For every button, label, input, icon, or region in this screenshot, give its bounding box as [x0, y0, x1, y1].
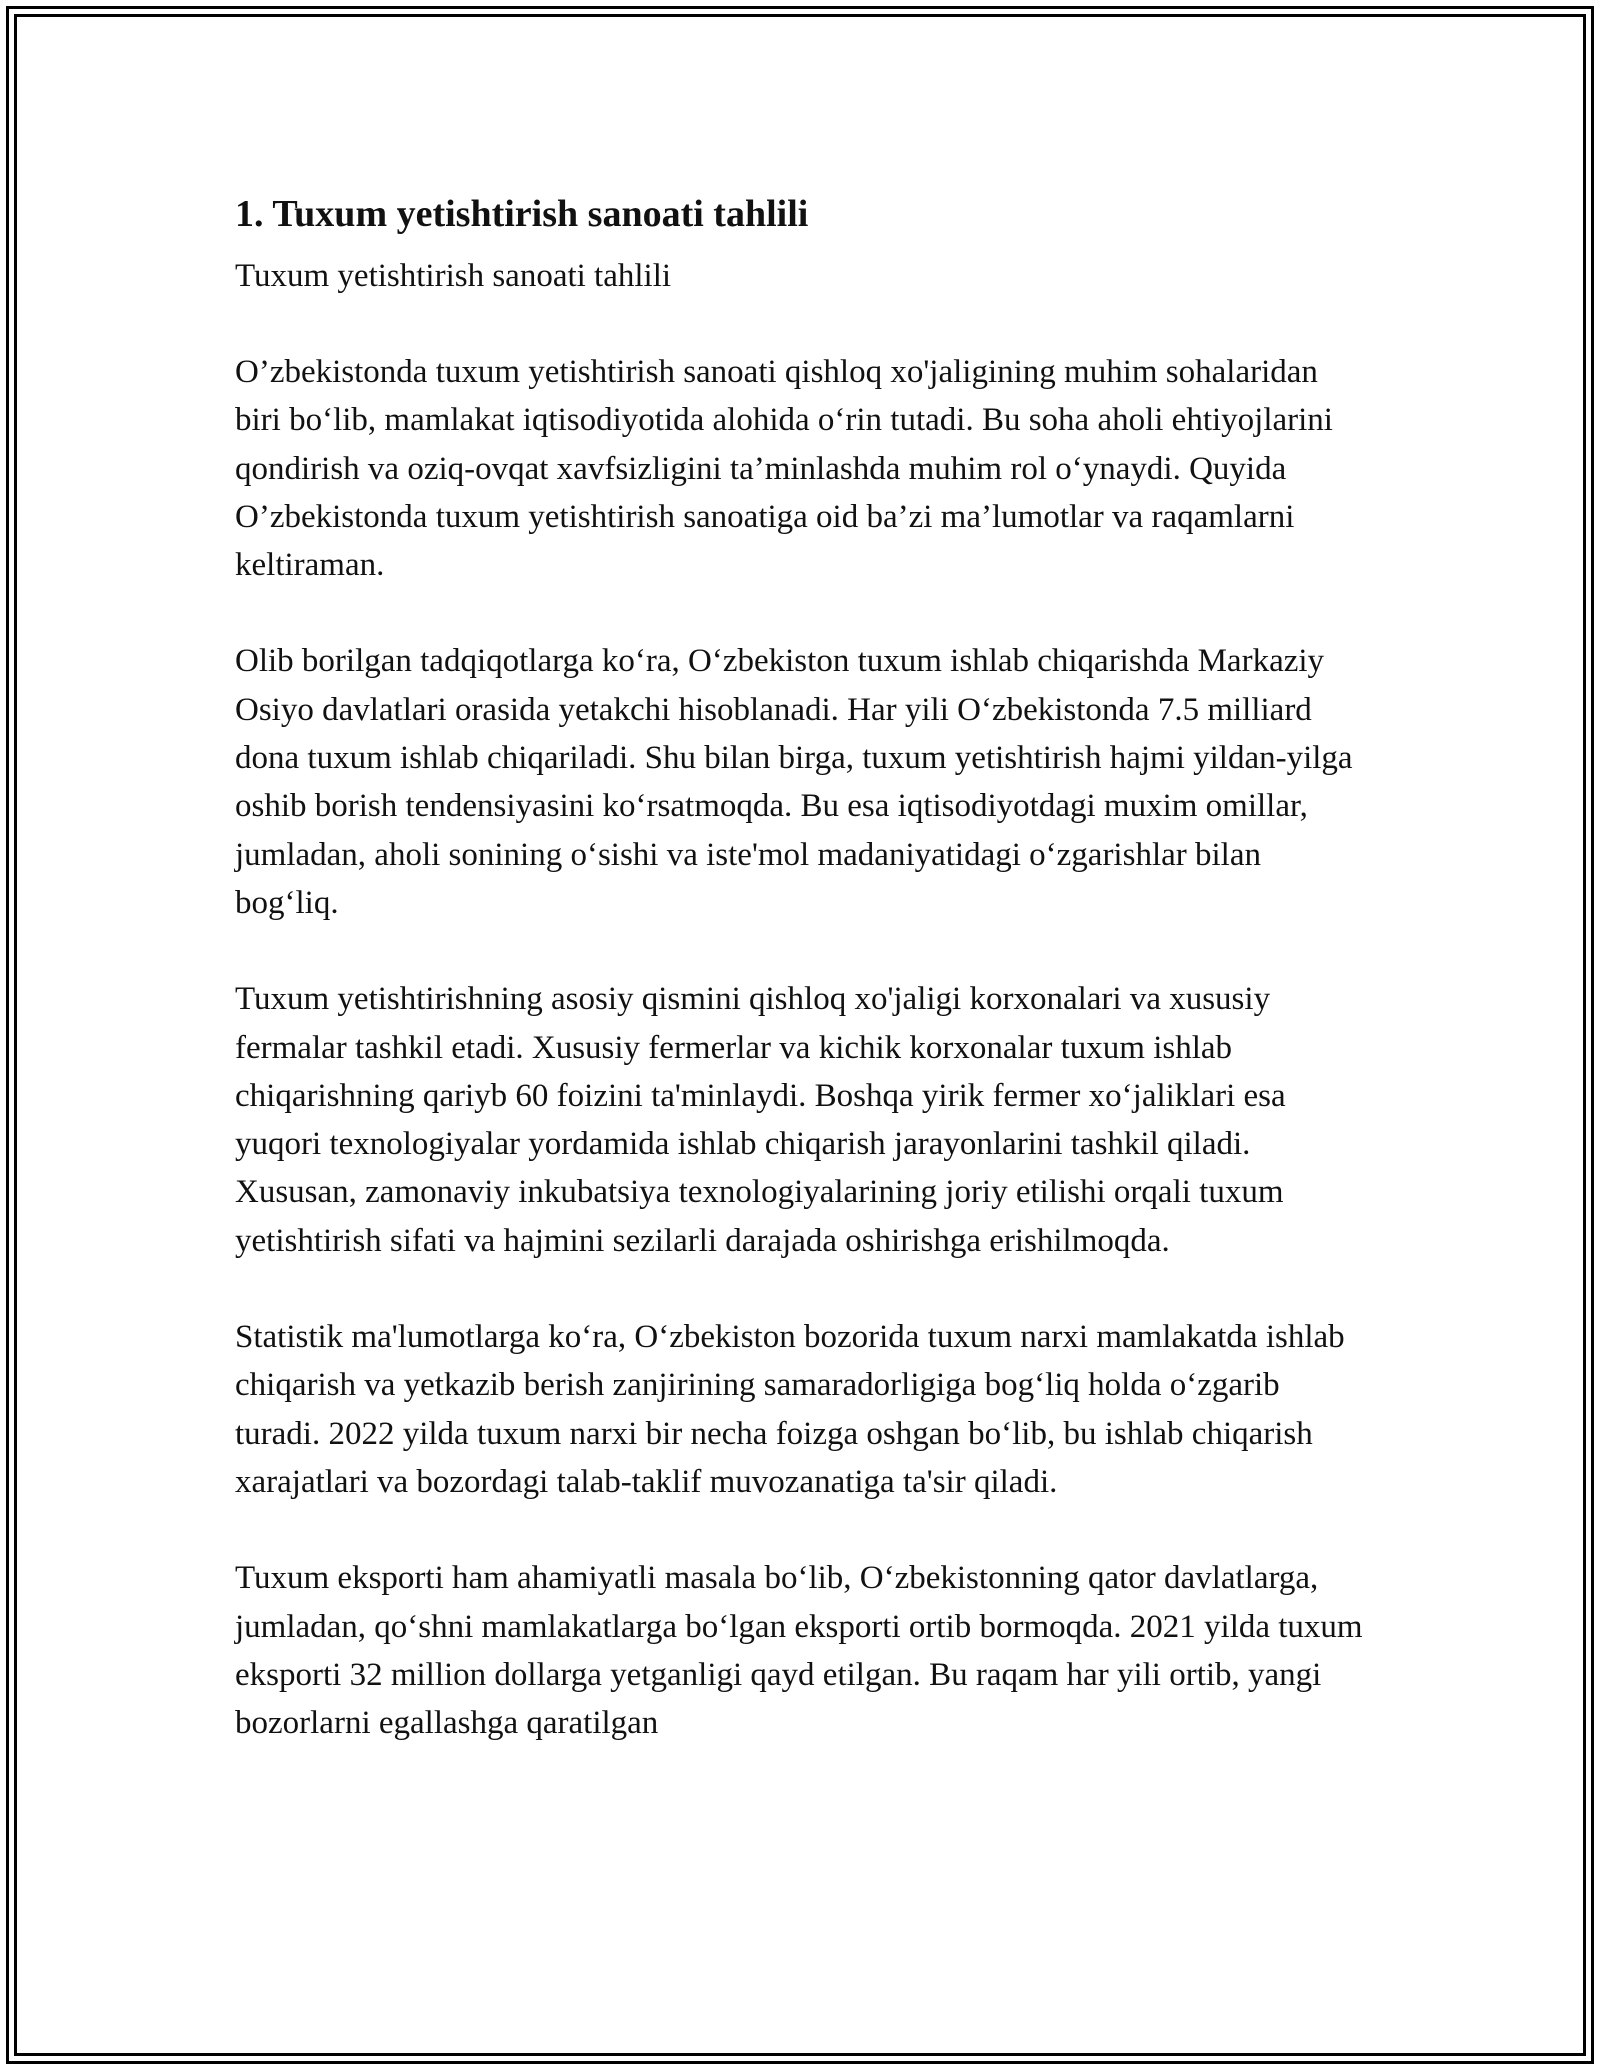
- paragraph-prices: Statistik ma'lumotlarga ko‘ra, O‘zbekiston bozorida tuxum narxi mamlakatda ishlab chiqarish va yetkazib berish zanjirining samaradorligiga bog‘liq holda o‘zgarib turadi. 2022 yilda tuxum narxi bir necha foizga oshgan bo‘lib, bu ishlab chiqarish xarajatlari va bozordagi talab-taklif muvozanatiga ta'sir qiladi.: [235, 1319, 1345, 1500]
- document-subtitle: Tuxum yetishtirish sanoati tahlili: [235, 258, 672, 294]
- paragraph-farms: Tuxum yetishtirishning asosiy qismini qishloq xo'jaligi korxonalari va xususiy fermalar tashkil etadi. Xususiy fermerlar va kichik korxonalar tuxum ishlab chiqarishning qariyb 60 foizini ta'minlaydi. Boshqa yirik fermer xo‘jaliklari esa yuqori texnologiyalar yordamida ishlab chiqarish jarayonlarini tashkil qiladi. Xususan, zamonaviy inkubatsiya texnologiyalarining joriy etilishi orqali tuxum yetishtirish sifati va hajmini sezilarli darajada oshirishga erishilmoqda.: [235, 981, 1286, 1259]
- document-body: [235, 188, 1370, 1747]
- paragraph-export: Tuxum eksporti ham ahamiyatli masala bo‘lib, O‘zbekistonning qator davlatlarga, jumladan, qo‘shni mamlakatlarga bo‘lgan eksporti ortib bormoqda. 2021 yilda tuxum eksporti 32 million dollarga yetganligi qayd etilgan. Bu raqam har yili ortib, yangi bozorlarni egallashga qaratilgan: [235, 1560, 1363, 1742]
- document-heading: 1. Tuxum yetishtirish sanoati tahlili: [235, 193, 809, 235]
- paragraph-production: Olib borilgan tadqiqotlarga ko‘ra, O‘zbekiston tuxum ishlab chiqarishda Markaziy Osiyo davlatlari orasida yetakchi hisoblanadi. Har yili O‘zbekistonda 7.5 milliard dona tuxum ishlab chiqariladi. Shu bilan birga, tuxum yetishtirish hajmi yildan-yilga oshib borish tendensiyasini ko‘rsatmoqda. Bu esa iqtisodiyotdagi muxim omillar, jumladan, aholi sonining o‘sishi va iste'mol madaniyatidagi o‘zgarishlar bilan bog‘liq.: [235, 643, 1353, 921]
- paragraph-intro: O’zbekistonda tuxum yetishtirish sanoati qishloq xo'jaligining muhim sohalaridan biri bo‘lib, mamlakat iqtisodiyotida alohida o‘rin tutadi. Bu soha aholi ehtiyojlarini qondirish va oziq-ovqat xavfsizligini ta’minlashda muhim rol o‘ynaydi. Quyida O’zbekistonda tuxum yetishtirish sanoatiga oid ba’zi ma’lumotlar va raqamlarni keltiraman.: [235, 354, 1333, 584]
